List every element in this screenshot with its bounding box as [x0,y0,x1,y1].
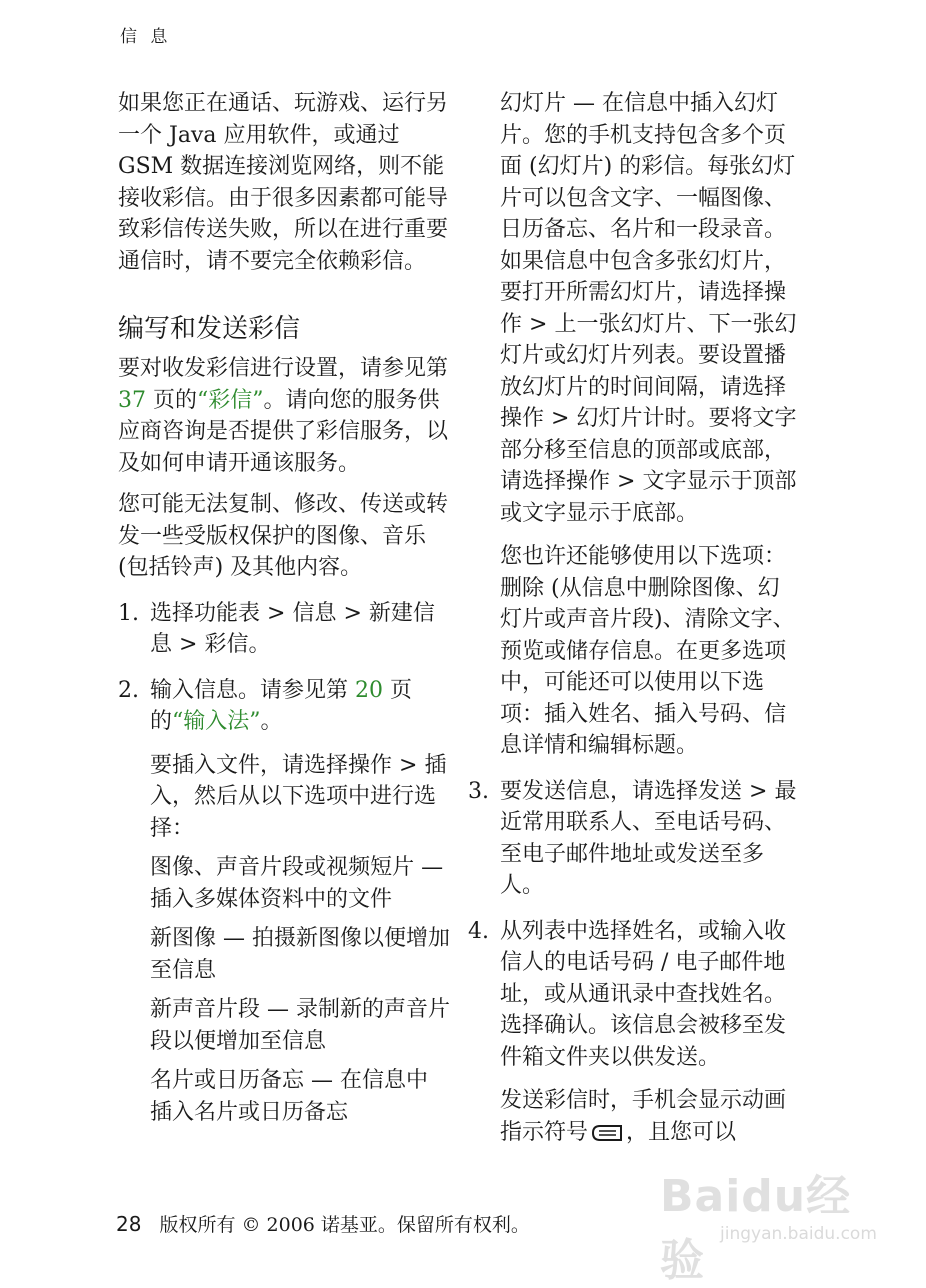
mms-link[interactable]: “彩信” [197,387,264,413]
step-4: 4. 从列表中选择姓名，或输入收信人的电话号码 / 电子邮件地址，或从通讯录中查找姓名。选择确认。该信息会被移至发件箱文件夹以供发送。 [468,916,800,1074]
more-options-paragraph: 您也许还能够使用以下选项：删除 (从信息中删除图像、幻灯片或声音片段)、清除文字、预览或储存信息。在更多选项中，可能还可以使用以下选项：插入姓名、插入号码、信息详情和编辑标题。 [500,544,795,758]
menu-term: 功能表 [194,600,261,626]
watermark-url: jingyan.baidu.com [720,1224,877,1244]
mms-receive-note: 如果您正在通话、玩游戏、运行另一个 Java 应用软件，或通过 GSM 数据连接浏览网络，则不能接收彩信。由于很多因素都可能导致彩信传送失败，所以在进行重要通信时，请不要完全依赖彩信。 [118,91,449,274]
insert-intro: 要插入文件，请选择操作 > 插入，然后从以下选项中进行选择： [150,752,447,841]
option-slide: 幻灯片 — 在信息中插入幻灯片。您的手机支持包含多个页面 (幻灯片) 的彩信。每张幻灯片可以包含文字、一幅图像、日历备忘、名片和一段录音。如果信息中包含多张幻灯片，要打开所需幻灯片，请选择操作 > 上一张幻灯片、下一张幻灯片或幻灯片列表。要设置播放幻灯片的时间间隔，请选择操作 > 幻灯片计时。要将文字部分移至信息的顶部或底部，请选择操作 > 文字显示于顶部或文字显示于底部。 [500,91,797,526]
step-number: 1. [118,600,139,626]
copyright-text: 版权所有 © 2006 诺基亚。保留所有权利。 [159,1214,530,1236]
section-heading: 编写和发送彩信 [118,314,301,344]
option-new-sound: 新声音片段 — 录制新的声音片段以便增加至信息 [150,997,451,1054]
step-number: 3. [468,778,489,804]
step-2: 2. 输入信息。请参见第 20 页的“输入法”。 [118,675,450,738]
section-header: 信 息 [120,27,172,47]
menu-term: 插入 [150,752,447,809]
right-column [468,88,800,1158]
left-column [118,88,450,1134]
page-footer [116,1210,530,1237]
copyright-note: 您可能无法复制、修改、传送或转发一些受版权保护的图像、音乐 (包括铃声) 及其他内容。 [118,492,449,580]
step-number: 2. [118,677,139,703]
menu-term: 操作 [348,752,393,778]
input-method-link[interactable]: “输入法” [172,709,261,734]
step-3: 3. 要发送信息，请选择发送 > 最近常用联系人、至电话号码、至电子邮件地址或发送至多人。 [468,776,800,902]
mms-sending-icon [590,1123,624,1143]
step-number: 4. [468,918,489,944]
sending-indicator-paragraph: 发送彩信时，手机会显示动画指示符号 ，且您可以 [500,1088,787,1145]
page-ref-37[interactable]: 37 [118,387,146,413]
page-number: 28 [116,1212,142,1236]
option-card-calendar: 名片或日历备忘 — 在信息中插入名片或日历备忘 [150,1068,429,1125]
step-1: 1. 选择功能表 > 信息 > 新建信息 > 彩信。 [118,598,450,661]
baidu-watermark [660,1160,880,1286]
option-media: 图像、声音片段或视频短片 — 插入多媒体资料中的文件 [150,855,444,912]
option-new-image: 新图像 — 拍摄新图像以便增加至信息 [150,926,451,983]
menu-term: 新建信息 [150,600,435,657]
menu-term: 彩信 [204,632,249,657]
watermark-logo: Baidu经验 [660,1171,852,1286]
page-ref-20[interactable]: 20 [355,677,383,703]
mms-settings-paragraph: 要对收发彩信进行设置，请参见第 37 页的“彩信”。请向您的服务供应商咨询是否提供了彩信服务，以及如何申请开通该服务。 [118,356,449,476]
menu-term: 信息 [292,600,337,626]
